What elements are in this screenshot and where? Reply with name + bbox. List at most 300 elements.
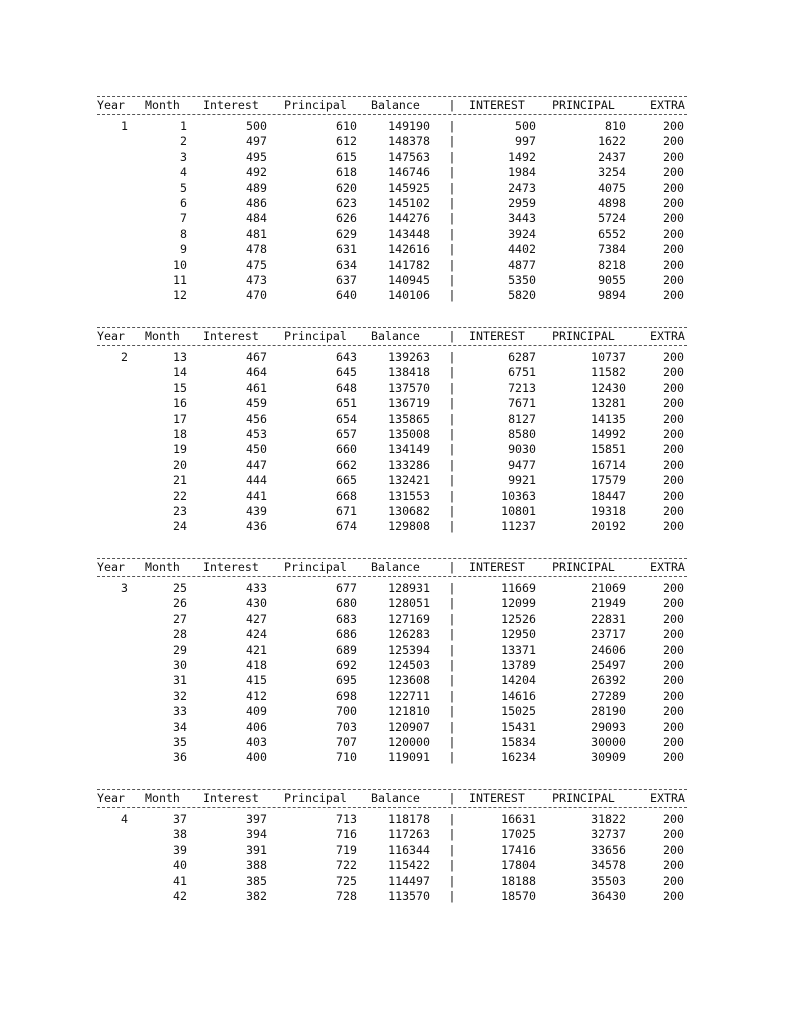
column-separator: | — [448, 719, 456, 734]
cumulative-principal-cell: 13281 — [591, 396, 626, 411]
extra-cell: 200 — [663, 119, 684, 133]
extra-cell: 200 — [663, 211, 684, 226]
table-row — [97, 673, 687, 688]
principal-cell: 674 — [336, 519, 357, 534]
balance-cell: 121810 — [388, 704, 430, 719]
principal-cell: 698 — [336, 688, 357, 703]
principal-cell: 668 — [336, 488, 357, 503]
interest-cell: 497 — [246, 134, 267, 149]
extra-cell: 200 — [663, 195, 684, 210]
principal-cell: 700 — [336, 704, 357, 719]
interest-header: Interest — [203, 329, 259, 343]
column-separator: | — [448, 611, 456, 626]
table-row — [97, 874, 687, 889]
cumulative-interest-header: INTEREST — [469, 98, 525, 112]
column-separator: | — [448, 642, 456, 657]
interest-cell: 461 — [246, 380, 267, 395]
balance-cell: 128931 — [388, 581, 430, 595]
column-separator: | — [448, 365, 456, 380]
principal-cell: 677 — [336, 581, 357, 595]
cumulative-interest-cell: 4877 — [508, 257, 536, 272]
balance-cell: 122711 — [388, 688, 430, 703]
column-separator: | — [448, 704, 456, 719]
cumulative-principal-cell: 21069 — [591, 581, 626, 595]
month-cell: 22 — [173, 488, 187, 503]
principal-cell: 643 — [336, 350, 357, 364]
principal-cell: 689 — [336, 642, 357, 657]
column-separator: | — [448, 165, 456, 180]
month-cell: 37 — [173, 812, 187, 826]
extra-cell: 200 — [663, 380, 684, 395]
table-row — [97, 489, 687, 504]
cumulative-principal-cell: 21949 — [591, 596, 626, 611]
interest-cell: 433 — [246, 581, 267, 595]
month-cell: 10 — [173, 257, 187, 272]
balance-cell: 136719 — [388, 396, 430, 411]
month-cell: 12 — [173, 288, 187, 303]
cumulative-principal-header: PRINCIPAL — [552, 560, 615, 574]
balance-cell: 148378 — [388, 134, 430, 149]
interest-cell: 492 — [246, 165, 267, 180]
balance-cell: 141782 — [388, 257, 430, 272]
table-row — [97, 242, 687, 257]
principal-cell: 728 — [336, 888, 357, 903]
year-cell: 1 — [121, 119, 128, 133]
interest-cell: 470 — [246, 288, 267, 303]
month-cell: 42 — [173, 888, 187, 903]
cumulative-interest-cell: 18570 — [501, 888, 536, 903]
cumulative-principal-cell: 1622 — [598, 134, 626, 149]
principal-cell: 692 — [336, 657, 357, 672]
cumulative-interest-cell: 7213 — [508, 380, 536, 395]
interest-cell: 467 — [246, 350, 267, 364]
extra-header: EXTRA — [650, 791, 685, 805]
cumulative-interest-header: INTEREST — [469, 560, 525, 574]
principal-cell: 629 — [336, 226, 357, 241]
column-separator: | — [448, 288, 456, 303]
cumulative-interest-cell: 14204 — [501, 673, 536, 688]
principal-cell: 618 — [336, 165, 357, 180]
month-cell: 29 — [173, 642, 187, 657]
table-row — [97, 150, 687, 165]
cumulative-principal-cell: 14135 — [591, 411, 626, 426]
principal-cell: 725 — [336, 873, 357, 888]
cumulative-interest-cell: 13789 — [501, 657, 536, 672]
interest-cell: 391 — [246, 842, 267, 857]
month-cell: 30 — [173, 657, 187, 672]
table-row — [97, 350, 687, 365]
balance-cell: 143448 — [388, 226, 430, 241]
column-separator: | — [448, 211, 456, 226]
extra-cell: 200 — [663, 719, 684, 734]
month-cell: 28 — [173, 627, 187, 642]
cumulative-principal-cell: 16714 — [591, 457, 626, 472]
month-cell: 33 — [173, 704, 187, 719]
balance-cell: 131553 — [388, 488, 430, 503]
extra-cell: 200 — [663, 242, 684, 257]
principal-cell: 634 — [336, 257, 357, 272]
principal-header: Principal — [284, 329, 347, 343]
column-separator: | — [448, 195, 456, 210]
cumulative-principal-cell: 28190 — [591, 704, 626, 719]
month-header: Month — [145, 329, 180, 343]
month-cell: 21 — [173, 473, 187, 488]
cumulative-principal-cell: 27289 — [591, 688, 626, 703]
month-cell: 25 — [173, 581, 187, 595]
month-header: Month — [145, 560, 180, 574]
cumulative-interest-cell: 17416 — [501, 842, 536, 857]
extra-cell: 200 — [663, 842, 684, 857]
extra-header: EXTRA — [650, 329, 685, 343]
table-row — [97, 273, 687, 288]
extra-cell: 200 — [663, 657, 684, 672]
interest-cell: 385 — [246, 873, 267, 888]
year-block-2 — [97, 327, 687, 535]
column-separator: | — [448, 673, 456, 688]
month-cell: 18 — [173, 426, 187, 441]
balance-cell: 118178 — [388, 812, 430, 826]
month-cell: 5 — [180, 180, 187, 195]
column-separator: | — [448, 888, 456, 903]
month-cell: 39 — [173, 842, 187, 857]
principal-cell: 615 — [336, 149, 357, 164]
year-header: Year — [97, 98, 125, 112]
cumulative-interest-cell: 14616 — [501, 688, 536, 703]
month-cell: 11 — [173, 272, 187, 287]
column-separator: | — [448, 750, 456, 765]
cumulative-interest-cell: 3443 — [508, 211, 536, 226]
balance-cell: 138418 — [388, 365, 430, 380]
cumulative-principal-cell: 2437 — [598, 149, 626, 164]
table-row — [97, 504, 687, 519]
column-separator: | — [448, 457, 456, 472]
extra-cell: 200 — [663, 457, 684, 472]
principal-cell: 695 — [336, 673, 357, 688]
balance-cell: 125394 — [388, 642, 430, 657]
month-cell: 8 — [180, 226, 187, 241]
cumulative-interest-cell: 8127 — [508, 411, 536, 426]
cumulative-interest-cell: 5350 — [508, 272, 536, 287]
year-header: Year — [97, 560, 125, 574]
cumulative-principal-cell: 20192 — [591, 519, 626, 534]
cumulative-interest-cell: 9030 — [508, 442, 536, 457]
interest-cell: 412 — [246, 688, 267, 703]
extra-cell: 200 — [663, 519, 684, 534]
principal-cell: 716 — [336, 827, 357, 842]
cumulative-principal-cell: 22831 — [591, 611, 626, 626]
table-row — [97, 750, 687, 765]
principal-cell: 631 — [336, 242, 357, 257]
cumulative-interest-cell: 17804 — [501, 858, 536, 873]
cumulative-interest-cell: 500 — [515, 119, 536, 133]
cumulative-interest-cell: 16234 — [501, 750, 536, 765]
balance-cell: 149190 — [388, 119, 430, 133]
cumulative-interest-cell: 13371 — [501, 642, 536, 657]
principal-cell: 707 — [336, 734, 357, 749]
column-header-row — [97, 97, 687, 114]
column-separator: | — [448, 272, 456, 287]
interest-cell: 403 — [246, 734, 267, 749]
cumulative-interest-cell: 11669 — [501, 581, 536, 595]
extra-cell: 200 — [663, 503, 684, 518]
interest-header: Interest — [203, 98, 259, 112]
extra-cell: 200 — [663, 750, 684, 765]
column-header-row — [97, 559, 687, 576]
month-cell: 7 — [180, 211, 187, 226]
balance-cell: 129808 — [388, 519, 430, 534]
extra-cell: 200 — [663, 365, 684, 380]
column-separator: | — [448, 473, 456, 488]
cumulative-interest-cell: 11237 — [501, 519, 536, 534]
year-block-4 — [97, 789, 687, 904]
table-row — [97, 812, 687, 827]
column-separator: | — [448, 560, 456, 574]
cumulative-principal-cell: 30909 — [591, 750, 626, 765]
interest-cell: 484 — [246, 211, 267, 226]
year-cell: 2 — [121, 350, 128, 364]
month-cell: 3 — [180, 149, 187, 164]
interest-cell: 394 — [246, 827, 267, 842]
interest-cell: 415 — [246, 673, 267, 688]
month-cell: 24 — [173, 519, 187, 534]
interest-cell: 464 — [246, 365, 267, 380]
year-cell: 4 — [121, 812, 128, 826]
column-separator: | — [448, 134, 456, 149]
principal-cell: 620 — [336, 180, 357, 195]
principal-cell: 719 — [336, 842, 357, 857]
table-row — [97, 827, 687, 842]
cumulative-interest-cell: 997 — [515, 134, 536, 149]
interest-header: Interest — [203, 791, 259, 805]
cumulative-principal-cell: 36430 — [591, 888, 626, 903]
month-cell: 23 — [173, 503, 187, 518]
month-cell: 6 — [180, 195, 187, 210]
principal-cell: 662 — [336, 457, 357, 472]
principal-cell: 710 — [336, 750, 357, 765]
interest-cell: 388 — [246, 858, 267, 873]
year-block-3 — [97, 558, 687, 766]
table-row — [97, 735, 687, 750]
extra-cell: 200 — [663, 611, 684, 626]
column-header-row — [97, 328, 687, 345]
balance-cell: 113570 — [388, 888, 430, 903]
cumulative-principal-cell: 6552 — [598, 226, 626, 241]
principal-cell: 686 — [336, 627, 357, 642]
balance-cell: 142616 — [388, 242, 430, 257]
table-row — [97, 704, 687, 719]
cumulative-principal-cell: 3254 — [598, 165, 626, 180]
interest-cell: 481 — [246, 226, 267, 241]
month-cell: 40 — [173, 858, 187, 873]
principal-cell: 722 — [336, 858, 357, 873]
principal-header: Principal — [284, 791, 347, 805]
interest-cell: 439 — [246, 503, 267, 518]
month-cell: 19 — [173, 442, 187, 457]
balance-cell: 146746 — [388, 165, 430, 180]
extra-cell: 200 — [663, 581, 684, 595]
balance-cell: 123608 — [388, 673, 430, 688]
interest-cell: 450 — [246, 442, 267, 457]
table-row — [97, 181, 687, 196]
interest-cell: 406 — [246, 719, 267, 734]
cumulative-principal-cell: 15851 — [591, 442, 626, 457]
month-cell: 15 — [173, 380, 187, 395]
cumulative-principal-cell: 9055 — [598, 272, 626, 287]
balance-cell: 144276 — [388, 211, 430, 226]
cumulative-principal-cell: 26392 — [591, 673, 626, 688]
extra-cell: 200 — [663, 812, 684, 826]
extra-cell: 200 — [663, 473, 684, 488]
cumulative-principal-cell: 7384 — [598, 242, 626, 257]
cumulative-principal-cell: 25497 — [591, 657, 626, 672]
interest-cell: 444 — [246, 473, 267, 488]
interest-cell: 441 — [246, 488, 267, 503]
table-row — [97, 889, 687, 904]
column-separator: | — [448, 350, 456, 364]
cumulative-interest-cell: 12950 — [501, 627, 536, 642]
cumulative-principal-cell: 32737 — [591, 827, 626, 842]
table-row — [97, 627, 687, 642]
extra-cell: 200 — [663, 180, 684, 195]
interest-cell: 397 — [246, 812, 267, 826]
balance-cell: 140106 — [388, 288, 430, 303]
cumulative-interest-cell: 15025 — [501, 704, 536, 719]
interest-cell: 475 — [246, 257, 267, 272]
table-row — [97, 381, 687, 396]
balance-cell: 145102 — [388, 195, 430, 210]
table-row — [97, 720, 687, 735]
principal-cell: 648 — [336, 380, 357, 395]
year-rows — [97, 577, 687, 766]
principal-cell: 657 — [336, 426, 357, 441]
principal-cell: 703 — [336, 719, 357, 734]
extra-header: EXTRA — [650, 560, 685, 574]
column-separator: | — [448, 581, 456, 595]
principal-cell: 645 — [336, 365, 357, 380]
cumulative-principal-cell: 23717 — [591, 627, 626, 642]
extra-cell: 200 — [663, 488, 684, 503]
interest-cell: 459 — [246, 396, 267, 411]
extra-cell: 200 — [663, 688, 684, 703]
principal-cell: 626 — [336, 211, 357, 226]
interest-cell: 421 — [246, 642, 267, 657]
table-row — [97, 689, 687, 704]
cumulative-principal-cell: 31822 — [591, 812, 626, 826]
table-row — [97, 119, 687, 134]
column-separator: | — [448, 503, 456, 518]
extra-cell: 200 — [663, 426, 684, 441]
column-separator: | — [448, 149, 456, 164]
month-cell: 9 — [180, 242, 187, 257]
year-block-1 — [97, 96, 687, 304]
principal-cell: 665 — [336, 473, 357, 488]
interest-cell: 382 — [246, 888, 267, 903]
column-separator: | — [448, 226, 456, 241]
principal-cell: 623 — [336, 195, 357, 210]
table-row — [97, 858, 687, 873]
extra-cell: 200 — [663, 165, 684, 180]
month-cell: 2 — [180, 134, 187, 149]
balance-cell: 115422 — [388, 858, 430, 873]
cumulative-interest-cell: 16631 — [501, 812, 536, 826]
extra-cell: 200 — [663, 673, 684, 688]
interest-cell: 447 — [246, 457, 267, 472]
balance-cell: 133286 — [388, 457, 430, 472]
year-rows — [97, 808, 687, 904]
balance-cell: 147563 — [388, 149, 430, 164]
month-cell: 20 — [173, 457, 187, 472]
cumulative-principal-header: PRINCIPAL — [552, 329, 615, 343]
month-header: Month — [145, 791, 180, 805]
cumulative-principal-cell: 810 — [605, 119, 626, 133]
interest-cell: 430 — [246, 596, 267, 611]
cumulative-principal-header: PRINCIPAL — [552, 98, 615, 112]
balance-header: Balance — [371, 791, 420, 805]
balance-cell: 145925 — [388, 180, 430, 195]
cumulative-interest-header: INTEREST — [469, 329, 525, 343]
balance-cell: 132421 — [388, 473, 430, 488]
cumulative-interest-cell: 9921 — [508, 473, 536, 488]
table-row — [97, 227, 687, 242]
balance-header: Balance — [371, 98, 420, 112]
balance-cell: 119091 — [388, 750, 430, 765]
table-row — [97, 288, 687, 303]
year-rows — [97, 115, 687, 304]
column-separator: | — [448, 98, 456, 112]
column-separator: | — [448, 734, 456, 749]
interest-cell: 424 — [246, 627, 267, 642]
cumulative-principal-cell: 33656 — [591, 842, 626, 857]
year-rows — [97, 346, 687, 535]
cumulative-interest-cell: 1984 — [508, 165, 536, 180]
table-row — [97, 442, 687, 457]
table-row — [97, 581, 687, 596]
month-cell: 17 — [173, 411, 187, 426]
year-cell: 3 — [121, 581, 128, 595]
balance-cell: 120000 — [388, 734, 430, 749]
extra-cell: 200 — [663, 288, 684, 303]
interest-cell: 418 — [246, 657, 267, 672]
extra-cell: 200 — [663, 642, 684, 657]
column-separator: | — [448, 858, 456, 873]
cumulative-interest-cell: 1492 — [508, 149, 536, 164]
principal-cell: 610 — [336, 119, 357, 133]
month-cell: 35 — [173, 734, 187, 749]
table-row — [97, 196, 687, 211]
cumulative-interest-cell: 10801 — [501, 503, 536, 518]
cumulative-principal-header: PRINCIPAL — [552, 791, 615, 805]
cumulative-principal-cell: 11582 — [591, 365, 626, 380]
cumulative-interest-cell: 6751 — [508, 365, 536, 380]
extra-cell: 200 — [663, 888, 684, 903]
cumulative-principal-cell: 34578 — [591, 858, 626, 873]
balance-cell: 134149 — [388, 442, 430, 457]
extra-cell: 200 — [663, 257, 684, 272]
column-separator: | — [448, 411, 456, 426]
cumulative-interest-cell: 3924 — [508, 226, 536, 241]
column-separator: | — [448, 119, 456, 133]
column-separator: | — [448, 657, 456, 672]
extra-cell: 200 — [663, 858, 684, 873]
principal-cell: 612 — [336, 134, 357, 149]
column-separator: | — [448, 519, 456, 534]
column-separator: | — [448, 827, 456, 842]
balance-cell: 135008 — [388, 426, 430, 441]
cumulative-interest-cell: 7671 — [508, 396, 536, 411]
column-separator: | — [448, 242, 456, 257]
interest-cell: 489 — [246, 180, 267, 195]
column-separator: | — [448, 688, 456, 703]
